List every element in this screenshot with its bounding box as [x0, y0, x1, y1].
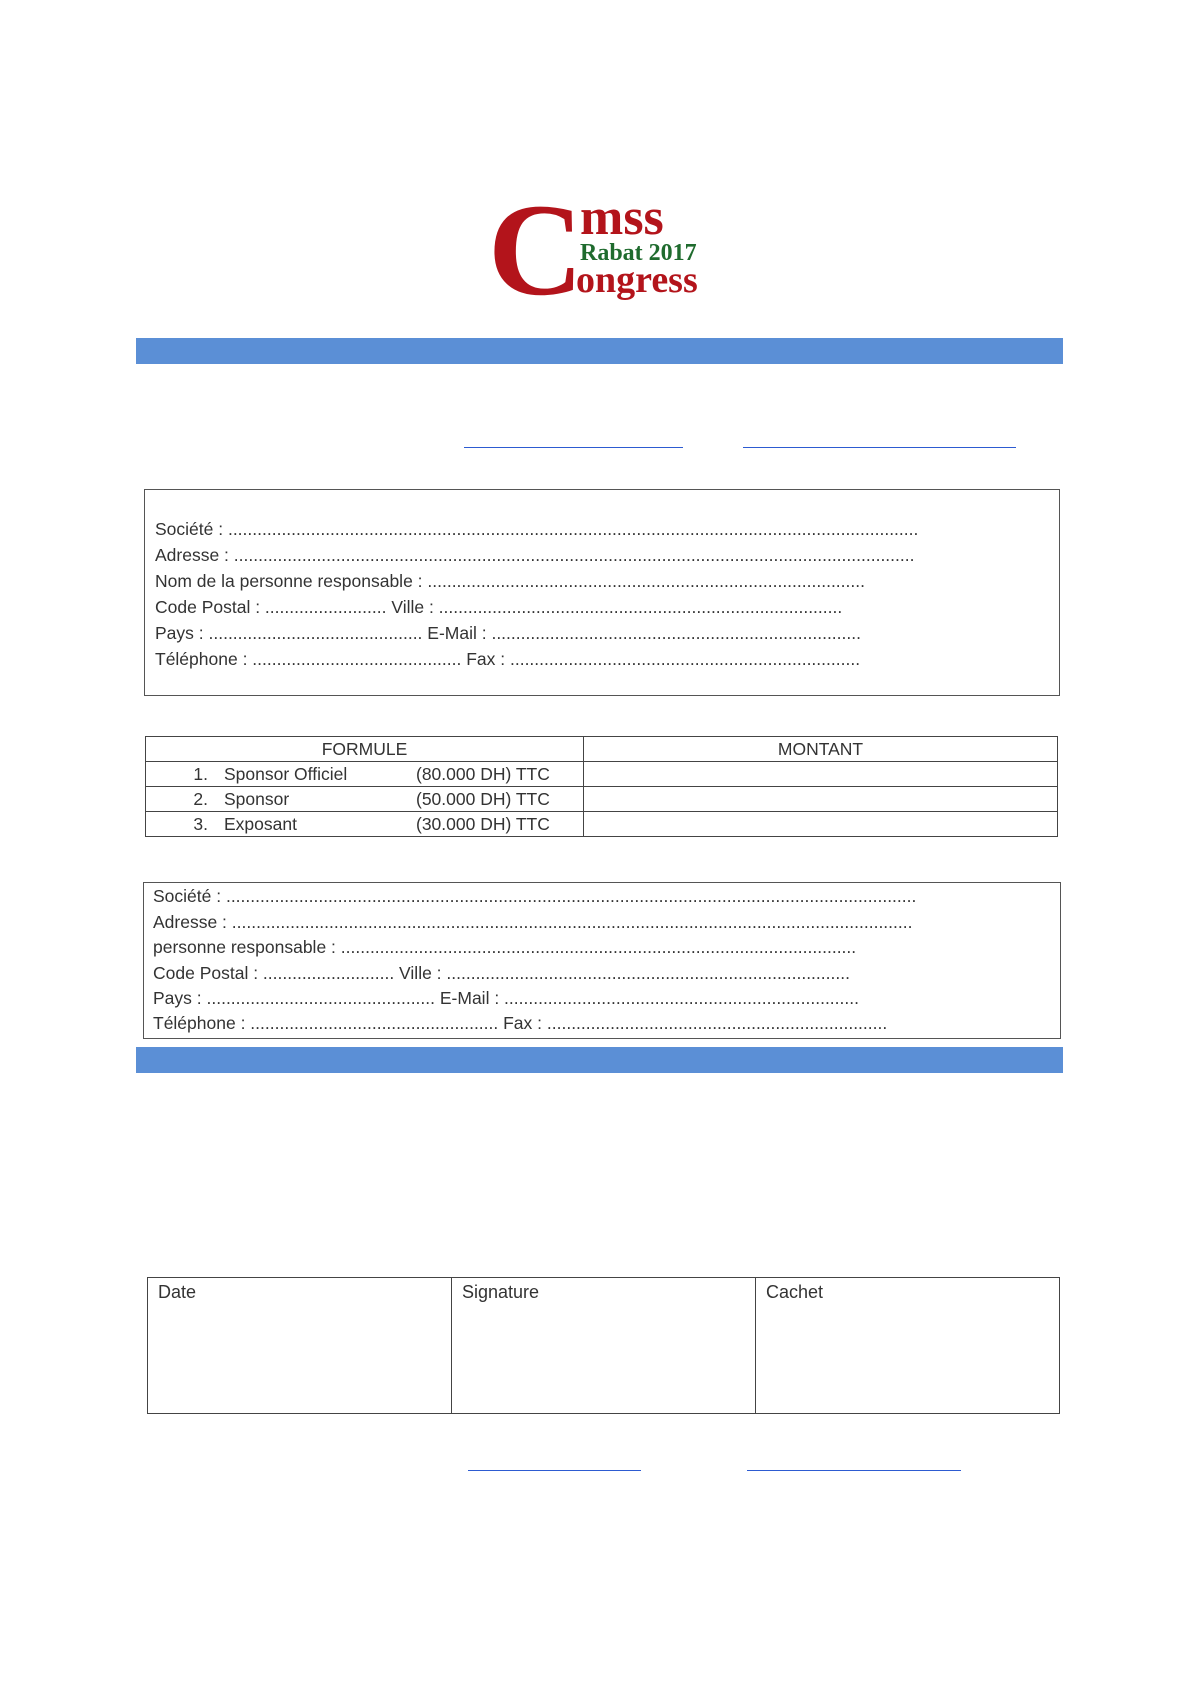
option-number: 3. — [193, 813, 208, 834]
montant-header: MONTANT — [584, 737, 1058, 762]
field-pays-email[interactable]: Pays : ............................................... E-Mail : ......................................................................... — [153, 988, 859, 1008]
montant-cell-2[interactable] — [584, 787, 1058, 812]
logo-mss: mss — [580, 189, 664, 246]
formule-header: FORMULE — [146, 737, 584, 762]
table-row — [146, 812, 1058, 837]
field-code-postal-ville[interactable]: Code Postal : ......................... Ville : ................................................................................... — [155, 597, 843, 617]
option-price: (30.000 DH) TTC — [416, 813, 550, 834]
field-responsable[interactable]: personne responsable : .......................................................................................................... — [153, 937, 857, 957]
header-bar-top — [136, 338, 1063, 364]
field-adresse[interactable]: Adresse : ............................................................................................................................................ — [155, 545, 915, 565]
field-telephone-fax[interactable]: Téléphone : ........................................... Fax : ........................................................................ — [155, 649, 861, 669]
formule-header-row — [146, 737, 1058, 762]
link-underline-2[interactable] — [743, 447, 1016, 448]
option-price: (80.000 DH) TTC — [416, 763, 550, 784]
congress-logo — [488, 176, 718, 323]
company-info-box — [144, 489, 1060, 696]
formule-table — [145, 736, 1058, 837]
montant-cell-3[interactable] — [584, 812, 1058, 837]
header-bar-bottom — [136, 1047, 1063, 1073]
field-pays-email[interactable]: Pays : ............................................ E-Mail : ............................................................................ — [155, 623, 861, 643]
option-number: 1. — [193, 763, 208, 784]
signature-cell[interactable] — [452, 1278, 756, 1414]
table-row — [146, 787, 1058, 812]
billing-info-box — [143, 882, 1061, 1039]
option-price: (50.000 DH) TTC — [416, 788, 550, 809]
logo-ongress: ongress — [576, 259, 698, 301]
cachet-label: Cachet — [766, 1282, 824, 1302]
logo-rabat: Rabat 2017 — [580, 240, 697, 266]
formule-option-3[interactable] — [146, 812, 584, 837]
field-responsable[interactable]: Nom de la personne responsable : .......................................................................................... — [155, 571, 865, 591]
option-label: Sponsor — [224, 788, 290, 809]
link-underline-4[interactable] — [747, 1470, 961, 1471]
field-societe[interactable]: Société : .............................................................................................................................................. — [155, 519, 919, 539]
field-societe[interactable]: Société : .............................................................................................................................................. — [153, 886, 917, 906]
signature-label: Signature — [462, 1282, 540, 1302]
option-label: Sponsor Officiel — [224, 763, 348, 784]
option-number: 2. — [193, 788, 208, 809]
option-label: Exposant — [224, 813, 297, 834]
formule-option-2[interactable] — [146, 787, 584, 812]
link-underline-1[interactable] — [464, 447, 683, 448]
link-underline-3[interactable] — [468, 1470, 641, 1471]
field-telephone-fax[interactable]: Téléphone : ................................................... Fax : ...................................................................... — [153, 1013, 888, 1033]
formule-option-1[interactable] — [146, 762, 584, 787]
logo-letter-c: C — [488, 176, 580, 323]
field-adresse[interactable]: Adresse : ............................................................................................................................................ — [153, 912, 913, 932]
montant-cell-1[interactable] — [584, 762, 1058, 787]
date-cell[interactable] — [148, 1278, 452, 1414]
field-code-postal-ville[interactable]: Code Postal : ........................... Ville : ................................................................................... — [153, 963, 850, 983]
cachet-cell[interactable] — [756, 1278, 1060, 1414]
signature-table — [147, 1277, 1060, 1414]
signature-row — [148, 1278, 1060, 1414]
date-label: Date — [158, 1282, 197, 1302]
table-row — [146, 762, 1058, 787]
